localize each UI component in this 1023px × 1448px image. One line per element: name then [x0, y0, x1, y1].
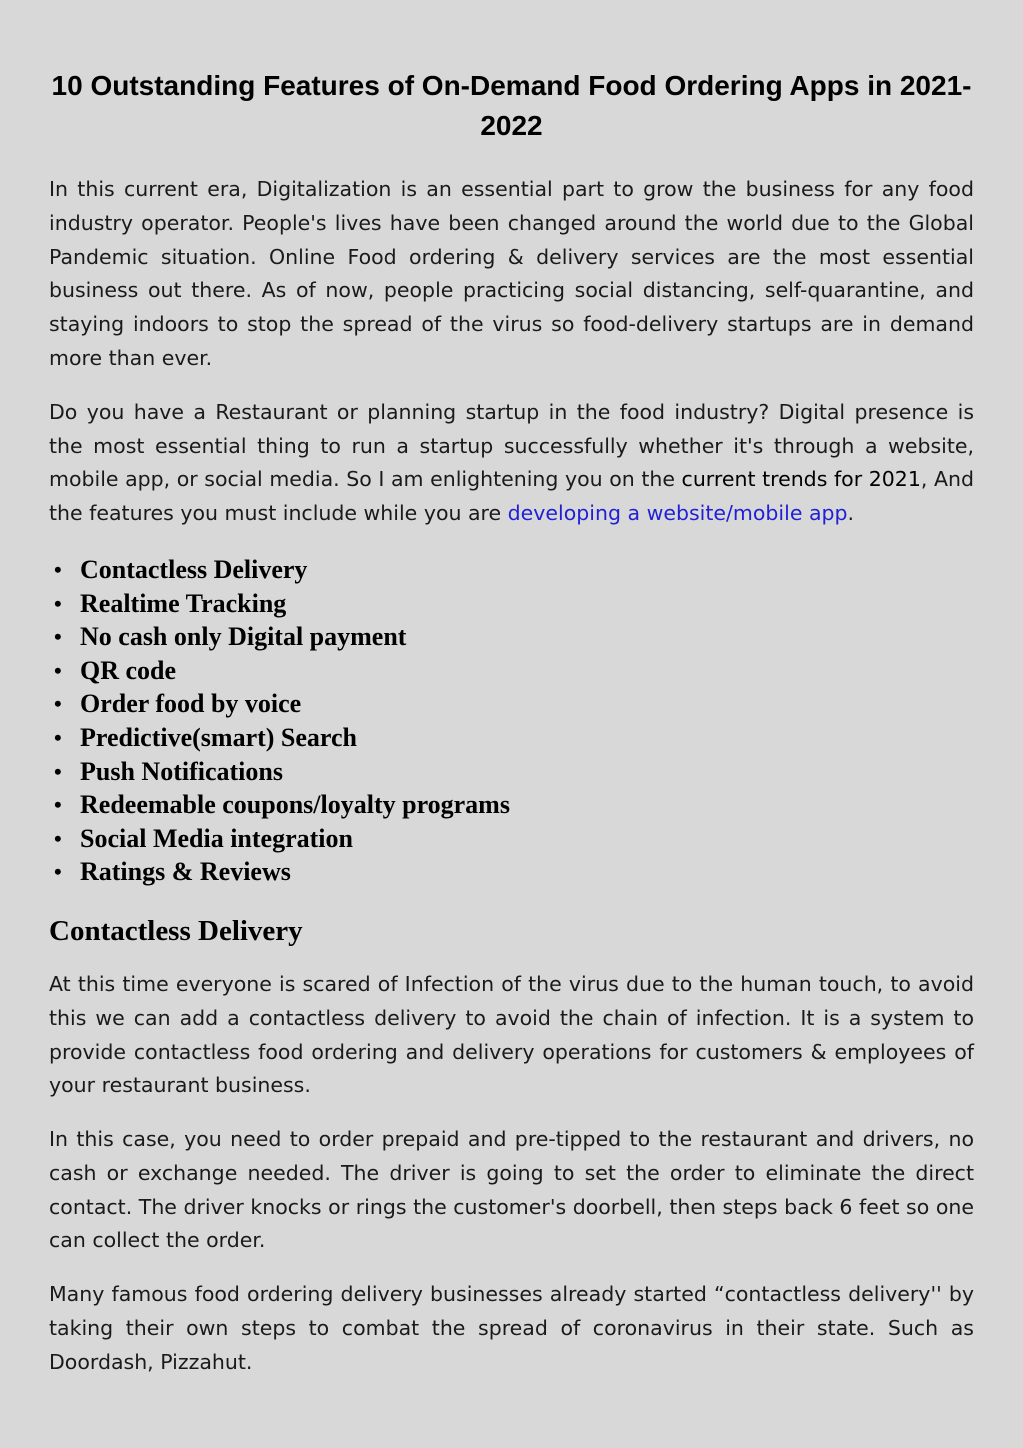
list-item [49, 855, 974, 889]
bullet-icon: • [54, 859, 62, 885]
list-item [49, 788, 974, 822]
current-trends-link[interactable]: current trends for 2021 [681, 467, 921, 492]
section-paragraph-2: In this case, you need to order prepaid and pre-tipped to the restaurant and drivers, no cash or exchange needed. The driver is going to set the order to eliminate the direct contact. The driver knocks or rings the customer's doorbell, then steps back 6 feet so one can collect the order. [49, 1127, 974, 1253]
bullet-icon: • [54, 657, 62, 683]
bullet-icon: • [54, 590, 62, 616]
list-item [49, 755, 974, 789]
list-item [49, 587, 974, 621]
list-item [49, 687, 974, 721]
feature-label: No cash only Digital payment [80, 622, 407, 652]
section-paragraph-1: At this time everyone is scared of Infection of the virus due to the human touch, to avoid this we can add a contactless delivery to avoid the chain of infection. It is a system to provide contactless food ordering and delivery operations for customers & employees of your restaurant business. [49, 971, 974, 1098]
section-paragraph-3: Many famous food ordering delivery businesses already started “contactless delivery'' by taking their own steps to combat the spread of coronavirus in their state. Such as Doordash, Pizzahut. [49, 1282, 974, 1374]
second-paragraph [49, 396, 974, 531]
bullet-icon: • [54, 724, 62, 750]
feature-label: QR code [80, 655, 177, 685]
list-item [49, 654, 974, 688]
feature-label: Ratings & Reviews [80, 857, 291, 887]
bullet-icon: • [54, 825, 62, 851]
feature-label: Push Notifications [80, 756, 283, 786]
bullet-icon: • [54, 758, 62, 784]
feature-label: Contactless Delivery [80, 554, 308, 584]
bullet-icon: • [54, 792, 62, 818]
intro-paragraph: In this current era, Digitalization is an essential part to grow the business for any food industry operator. People's lives have been changed around the world due to the Global Pandemic situation. Online Food ordering & delivery services are the most essential business out there. As of now, people practicing social distancing, self-quarantine, and staying indoors to stop the spread of the virus so food-delivery startups are in demand more than ever. [49, 177, 974, 370]
second-paragraph-text-after: . [847, 501, 855, 526]
feature-label: Predictive(smart) Search [80, 722, 357, 752]
list-item [49, 721, 974, 755]
second-paragraph-text-before: Do you have a Restaurant or planning startup in the food industry? Digital presence is the most essential thing to run a startup successfully whether it's through a website, mobile app, or social media. So I am enlightening you on the [49, 399, 974, 492]
feature-label: Order food by voice [80, 689, 302, 719]
list-item [49, 553, 974, 587]
feature-label: Realtime Tracking [80, 588, 287, 618]
second-paragraph-text-middle: , And the features you must include while you are [49, 467, 974, 526]
bullet-icon: • [54, 624, 62, 650]
section-heading: Contactless Delivery [49, 914, 303, 947]
feature-label: Social Media integration [80, 823, 353, 853]
list-item [49, 822, 974, 856]
features-list [49, 553, 974, 889]
bullet-icon: • [54, 691, 62, 717]
developing-app-link[interactable]: developing a website/mobile app [507, 501, 848, 526]
feature-label: Redeemable coupons/loyalty programs [80, 790, 510, 820]
bullet-icon: • [54, 556, 62, 582]
page-title: 10 Outstanding Features of On-Demand Food Ordering Apps in 2021-2022 [51, 70, 972, 141]
list-item [49, 620, 974, 654]
